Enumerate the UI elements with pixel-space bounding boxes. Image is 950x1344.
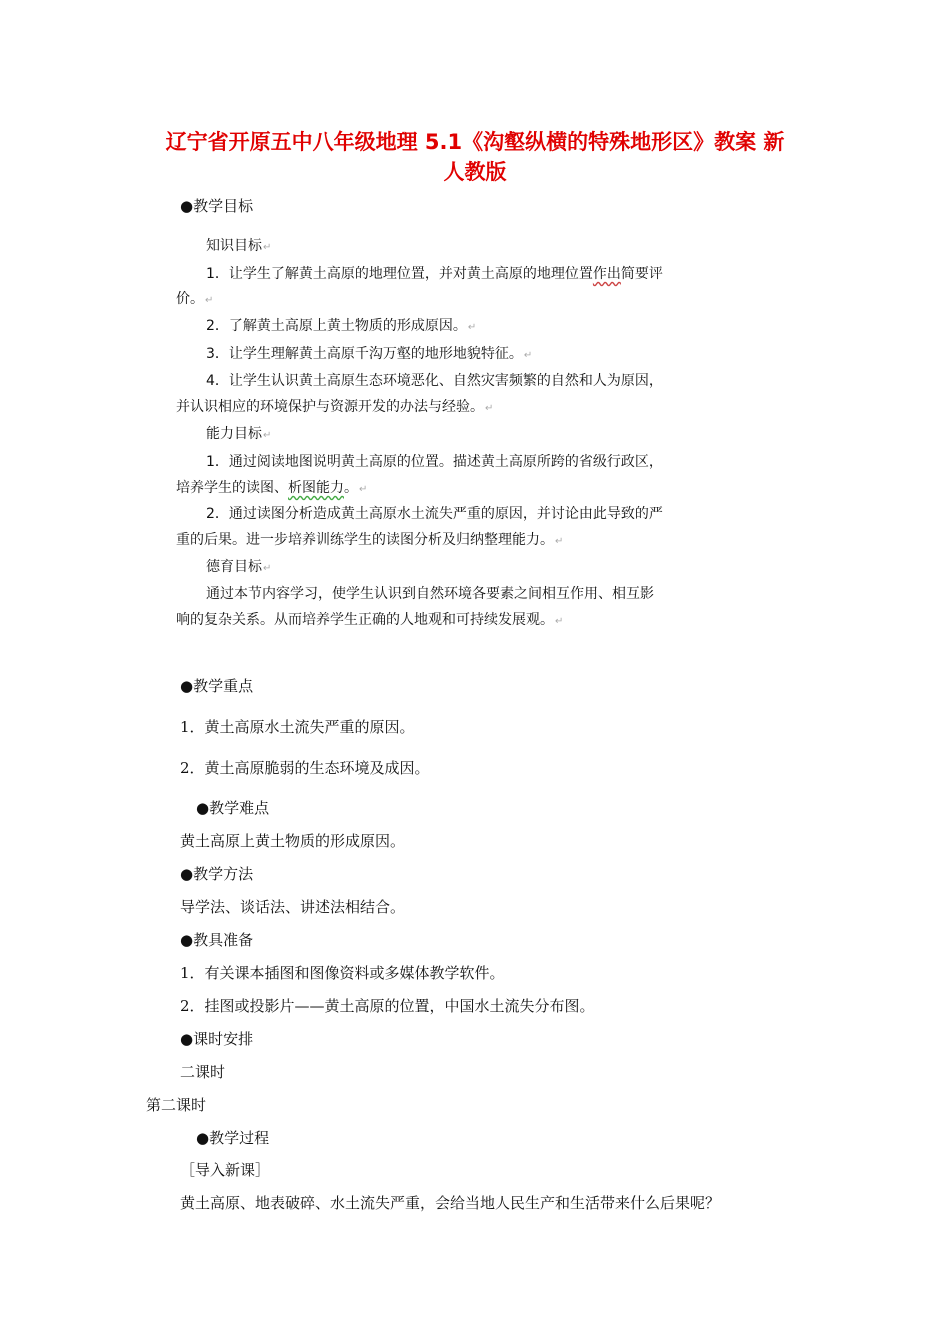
ability-item-1-line-1: 1．通过阅读地图说明黄土高原的位置。描述黄土高原所跨的省级行政区， [206,454,663,470]
knowledge-item-3: 3．让学生理解黄土高原千沟万壑的地形地貌特征。↵ [206,346,533,362]
knowledge-item-1-line-1: 1．让学生了解黄土高原的地理位置，并对黄土高原的地理位置作出简要评 [206,266,663,282]
difficulty-heading: ●教学难点 [196,799,270,817]
key-points-heading: ●教学重点 [180,677,254,695]
moral-goals-heading: 德育目标↵ [206,559,272,575]
tools-heading: ●教具准备 [180,931,254,949]
key-point-2: 2．黄土高原脆弱的生态环境及成因。 [180,759,430,777]
ability-item-1-line-2: 培养学生的读图、析图能力。↵ [176,480,368,496]
ability-item-2-line-2: 重的后果。进一步培养训练学生的读图分析及归纳整理能力。↵ [176,532,564,548]
moral-item-line-2: 响的复杂关系。从而培养学生正确的人地观和可持续发展观。↵ [176,612,564,628]
process-heading: ●教学过程 [196,1129,270,1147]
intro-heading: ［导入新课］ [180,1161,271,1179]
methods-text: 导学法、谈话法、讲述法相结合。 [180,898,406,916]
spellcheck-mark: 作出 [592,266,621,282]
key-point-1: 1．黄土高原水土流失严重的原因。 [180,718,415,736]
title-line-1: 辽宁省开原五中八年级地理 5.1《沟壑纵横的特殊地形区》教案 新 [165,130,785,154]
ability-goals-heading: 能力目标↵ [206,426,272,442]
schedule-text: 二课时 [180,1063,226,1081]
methods-heading: ●教学方法 [180,865,254,883]
tools-item-1: 1．有关课本插图和图像资料或多媒体教学软件。 [180,964,505,982]
moral-item-line-1: 通过本节内容学习，使学生认识到自然环境各要素之间相互作用、相互影 [206,586,654,602]
grammar-mark: 析图能力 [288,480,344,496]
knowledge-item-4-line-2: 并认识相应的环境保护与资源开发的办法与经验。↵ [176,399,494,415]
ability-item-2-line-1: 2．通过读图分析造成黄土高原水土流失严重的原因，并讨论由此导致的严 [206,506,663,522]
knowledge-item-2: 2．了解黄土高原上黄土物质的形成原因。↵ [206,318,477,334]
title-line-2: 人教版 [443,160,507,184]
knowledge-item-4-line-1: 4．让学生认识黄土高原生态环境恶化、自然灾害频繁的自然和人为原因， [206,373,663,389]
tools-item-2: 2．挂图或投影片——黄土高原的位置，中国水土流失分布图。 [180,997,595,1015]
difficulty-text: 黄土高原上黄土物质的形成原因。 [180,832,406,850]
knowledge-goals-heading: 知识目标↵ [206,238,272,254]
intro-text: 黄土高原、地表破碎、水土流失严重，会给当地人民生产和生活带来什么后果呢？ [180,1194,721,1212]
knowledge-item-1-line-2: 价。↵ [176,291,214,307]
lesson-label: 第二课时 [146,1096,207,1114]
schedule-heading: ●课时安排 [180,1030,254,1048]
goals-heading: ●教学目标 [180,197,254,215]
